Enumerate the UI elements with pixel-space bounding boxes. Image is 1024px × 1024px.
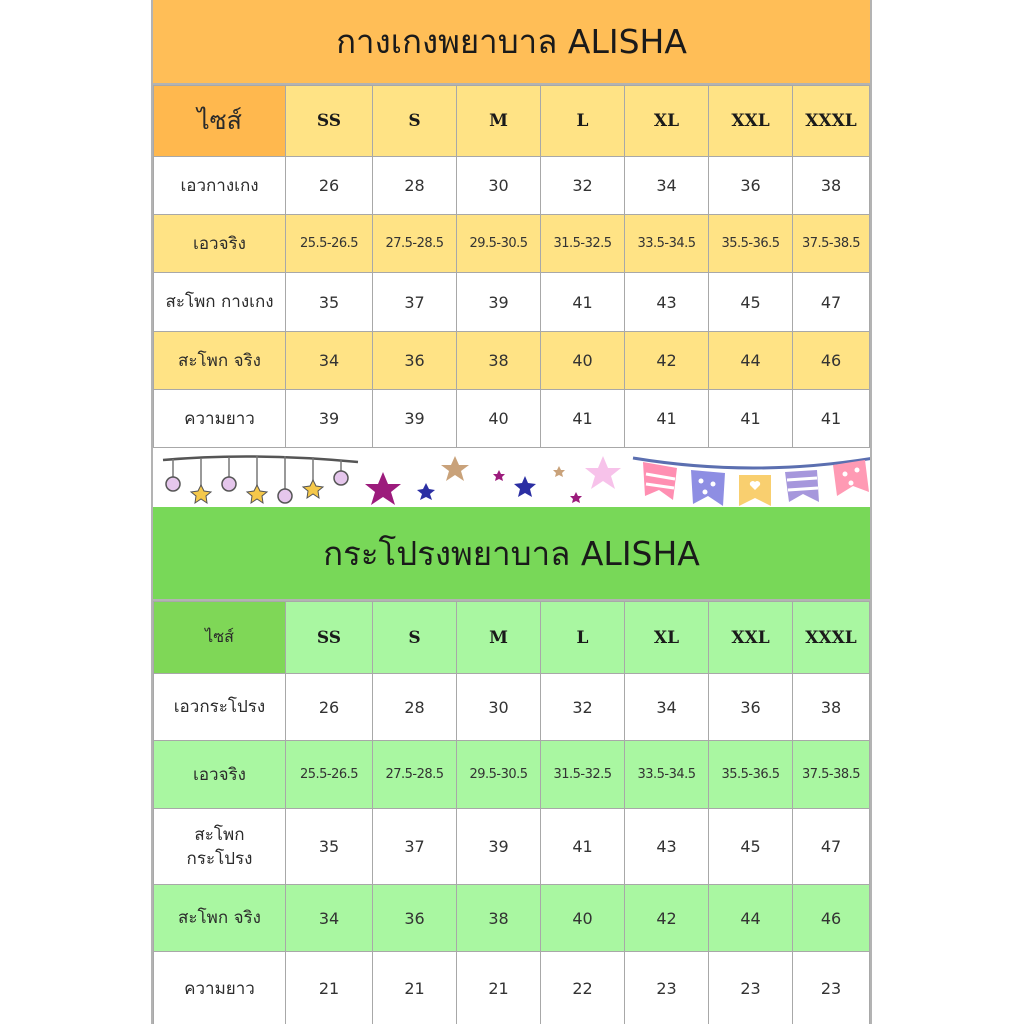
- size-header: M: [457, 86, 541, 157]
- table-row: [154, 674, 870, 741]
- pants-size-table: [153, 85, 870, 448]
- cell-value: 41: [541, 809, 625, 885]
- table-row: [154, 809, 870, 885]
- pants-header-row: [154, 86, 870, 157]
- cell-value: 23: [625, 952, 709, 1024]
- bunting-flag-icon: [785, 470, 819, 502]
- row-label: เอวกระโปรง: [154, 674, 286, 741]
- row-label-line: สะโพก: [194, 824, 245, 845]
- cell-value: 40: [457, 390, 541, 448]
- cell-value: 38: [457, 885, 541, 952]
- table-row: [154, 390, 870, 448]
- cell-value: 22: [541, 952, 625, 1024]
- skirt-size-table: [153, 601, 870, 1024]
- cell-value: 32: [541, 674, 625, 741]
- size-header: XXL: [709, 602, 793, 674]
- row-label: [154, 809, 286, 885]
- row-label: เอวจริง: [154, 741, 286, 809]
- cell-value: 25.5-26.5: [286, 741, 373, 809]
- cell-value: 21: [457, 952, 541, 1024]
- cell-value: 36: [709, 157, 793, 215]
- star-icon: [417, 483, 435, 500]
- bunting-flag-icon: [739, 475, 771, 506]
- cell-value: 29.5-30.5: [457, 741, 541, 809]
- table-row: [154, 332, 870, 390]
- size-header: XXXL: [793, 602, 870, 674]
- cell-value: 30: [457, 157, 541, 215]
- cell-value: 47: [793, 809, 870, 885]
- row-label-line: กระโปรง: [186, 848, 253, 869]
- ornament-ball-icon: [334, 471, 348, 485]
- cell-value: 44: [709, 332, 793, 390]
- cell-value: 26: [286, 674, 373, 741]
- size-header: XXXL: [793, 86, 870, 157]
- cell-value: 27.5-28.5: [373, 215, 457, 273]
- cell-value: 35: [286, 273, 373, 332]
- cell-value: 41: [541, 273, 625, 332]
- cell-value: 34: [625, 674, 709, 741]
- cell-value: 37: [373, 809, 457, 885]
- bunting-flag-icon: [833, 460, 869, 496]
- cell-value: 46: [793, 885, 870, 952]
- cell-value: 31.5-32.5: [541, 741, 625, 809]
- cell-value: 26: [286, 157, 373, 215]
- cell-value: 28: [373, 157, 457, 215]
- cell-value: 35.5-36.5: [709, 741, 793, 809]
- size-label: ไซส์: [154, 602, 286, 674]
- table-row: [154, 273, 870, 332]
- bunting-flag-icon: [643, 462, 677, 500]
- cell-value: 40: [541, 885, 625, 952]
- size-header: XXL: [709, 86, 793, 157]
- size-header: S: [373, 86, 457, 157]
- cell-value: 23: [793, 952, 870, 1024]
- row-label: เอวจริง: [154, 215, 286, 273]
- ornament-ball-icon: [278, 489, 292, 503]
- cell-value: 38: [793, 157, 870, 215]
- cell-value: 41: [541, 390, 625, 448]
- cell-value: 25.5-26.5: [286, 215, 373, 273]
- cell-value: 21: [373, 952, 457, 1024]
- row-label: สะโพก กางเกง: [154, 273, 286, 332]
- bunting-flag-icon: [691, 470, 725, 506]
- cell-value: 39: [457, 809, 541, 885]
- star-ornament-icon: [247, 485, 267, 503]
- skirt-title: กระโปรงพยาบาล ALISHA: [153, 507, 870, 601]
- star-ornament-icon: [191, 485, 211, 503]
- cell-value: 36: [373, 885, 457, 952]
- size-header: SS: [286, 602, 373, 674]
- cell-value: 29.5-30.5: [457, 215, 541, 273]
- size-header: S: [373, 602, 457, 674]
- cell-value: 39: [457, 273, 541, 332]
- cell-value: 33.5-34.5: [625, 215, 709, 273]
- star-icon: [553, 466, 565, 477]
- cell-value: 33.5-34.5: [625, 741, 709, 809]
- cell-value: 21: [286, 952, 373, 1024]
- size-header: XL: [625, 86, 709, 157]
- cell-value: 36: [709, 674, 793, 741]
- cell-value: 31.5-32.5: [541, 215, 625, 273]
- cell-value: 30: [457, 674, 541, 741]
- cell-value: 41: [709, 390, 793, 448]
- cell-value: 34: [625, 157, 709, 215]
- garland-string-left: [163, 456, 358, 462]
- cell-value: 45: [709, 273, 793, 332]
- cell-value: 47: [793, 273, 870, 332]
- star-ornament-icon: [303, 480, 323, 498]
- cell-value: 41: [625, 390, 709, 448]
- star-icon: [365, 472, 401, 505]
- cell-value: 28: [373, 674, 457, 741]
- table-row: [154, 215, 870, 273]
- cell-value: 23: [709, 952, 793, 1024]
- star-icon: [585, 456, 621, 489]
- cell-value: 38: [793, 674, 870, 741]
- cell-value: 38: [457, 332, 541, 390]
- table-row: [154, 952, 870, 1024]
- skirt-header-row: [154, 602, 870, 674]
- cell-value: 42: [625, 332, 709, 390]
- size-header: L: [541, 602, 625, 674]
- cell-value: 40: [541, 332, 625, 390]
- size-header: SS: [286, 86, 373, 157]
- cell-value: 42: [625, 885, 709, 952]
- cell-value: 36: [373, 332, 457, 390]
- cell-value: 32: [541, 157, 625, 215]
- cell-value: 27.5-28.5: [373, 741, 457, 809]
- cell-value: 39: [286, 390, 373, 448]
- cell-value: 34: [286, 885, 373, 952]
- cell-value: 37.5-38.5: [793, 741, 870, 809]
- size-header: L: [541, 86, 625, 157]
- star-icon: [570, 492, 582, 503]
- row-label: สะโพก จริง: [154, 332, 286, 390]
- size-label: ไซส์: [154, 86, 286, 157]
- row-label: เอวกางเกง: [154, 157, 286, 215]
- table-row: [154, 741, 870, 809]
- cell-value: 34: [286, 332, 373, 390]
- cell-value: 45: [709, 809, 793, 885]
- table-row: [154, 157, 870, 215]
- cell-value: 35.5-36.5: [709, 215, 793, 273]
- table-row: [154, 885, 870, 952]
- cell-value: 39: [373, 390, 457, 448]
- star-icon: [493, 470, 505, 481]
- cell-value: 43: [625, 273, 709, 332]
- party-decoration-strip: [153, 448, 870, 507]
- size-header: M: [457, 602, 541, 674]
- size-header: XL: [625, 602, 709, 674]
- star-icon: [514, 476, 536, 497]
- cell-value: 46: [793, 332, 870, 390]
- ornament-ball-icon: [222, 477, 236, 491]
- cell-value: 37.5-38.5: [793, 215, 870, 273]
- ornament-ball-icon: [166, 477, 180, 491]
- cell-value: 35: [286, 809, 373, 885]
- cell-value: 37: [373, 273, 457, 332]
- cell-value: 44: [709, 885, 793, 952]
- cell-value: 41: [793, 390, 870, 448]
- cell-value: 43: [625, 809, 709, 885]
- row-label: สะโพก จริง: [154, 885, 286, 952]
- size-chart-sheet: [151, 0, 872, 1024]
- row-label: ความยาว: [154, 952, 286, 1024]
- row-label: ความยาว: [154, 390, 286, 448]
- star-icon: [441, 456, 469, 481]
- pants-title: กางเกงพยาบาล ALISHA: [153, 0, 870, 85]
- party-decoration-image: [153, 448, 872, 507]
